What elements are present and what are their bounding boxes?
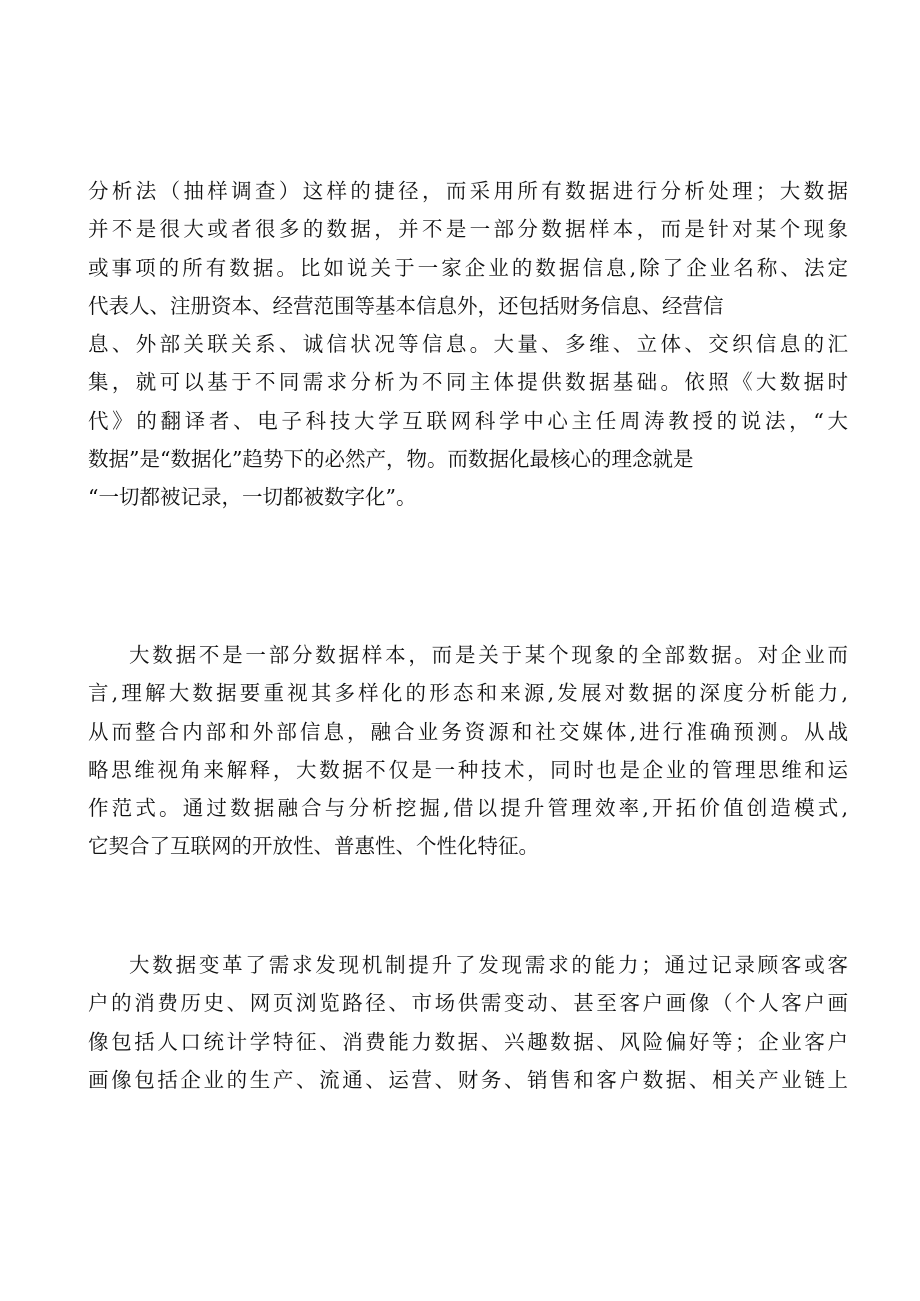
text-line: 略思维视角来解释，大数据不仅是一种技术，同时也是企业的管理思维和运 (88, 757, 848, 782)
text-line: 代》的翻译者、电子科技大学互联网科学中心主任周涛教授的说法，“大 (88, 408, 848, 433)
text-line: 或事项的所有数据。比如说关于一家企业的数据信息,除了企业名称、法定 (88, 255, 848, 280)
text-line: 画像包括企业的生产、流通、运营、财务、销售和客户数据、相关产业链上 (88, 1067, 848, 1092)
text-line: 大数据不是一部分数据样本，而是关于某个现象的全部数据。对企业而 (129, 643, 848, 667)
text-line: 分析法（抽样调查）这样的捷径，而采用所有数据进行分析处理；大数据 (88, 179, 848, 203)
text-line: 数据”是“数据化”趋势下的必然产，物。而数据化最核心的理念就是 (88, 447, 694, 472)
text-line: 它契合了互联网的开放性、普惠性、个性化特征。 (88, 834, 539, 859)
text-line: 息、外部关联关系、诚信状况等信息。大量、多维、立体、交织信息的汇 (88, 332, 848, 357)
text-line: 并不是很大或者很多的数据，并不是一部分数据样本，而是针对某个现象 (88, 217, 848, 242)
text-line: 言,理解大数据要重视其多样化的形态和来源,发展对数据的深度分析能力, (88, 681, 848, 706)
text-line: 作范式。通过数据融合与分析挖掘,借以提升管理效率,开拓价值创造模式, (88, 796, 848, 821)
text-line: “一切都被记录，一切都被数字化”。 (88, 485, 417, 510)
text-line: 户的消费历史、网页浏览路径、市场供需变动、甚至客户画像（个人客户画 (88, 991, 848, 1016)
text-line: 像包括人口统计学特征、消费能力数据、兴趣数据、风险偏好等；企业客户 (88, 1029, 848, 1054)
text-line: 从而整合内部和外部信息，融合业务资源和社交媒体,进行准确预测。从战 (88, 719, 848, 744)
text-line: 大数据变革了需求发现机制提升了发现需求的能力；通过记录顾客或客 (129, 953, 848, 977)
paragraph-big-data-definition (88, 172, 848, 517)
text-line: 代表人、注册资本、经营范围等基本信息外，还包括财务信息、经营信 (88, 293, 724, 318)
paragraph-demand-discovery (88, 946, 848, 1099)
paragraph-enterprise-perspective (88, 636, 848, 866)
text-line: 集，就可以基于不同需求分析为不同主体提供数据基础。依照《大数据时 (88, 370, 848, 395)
